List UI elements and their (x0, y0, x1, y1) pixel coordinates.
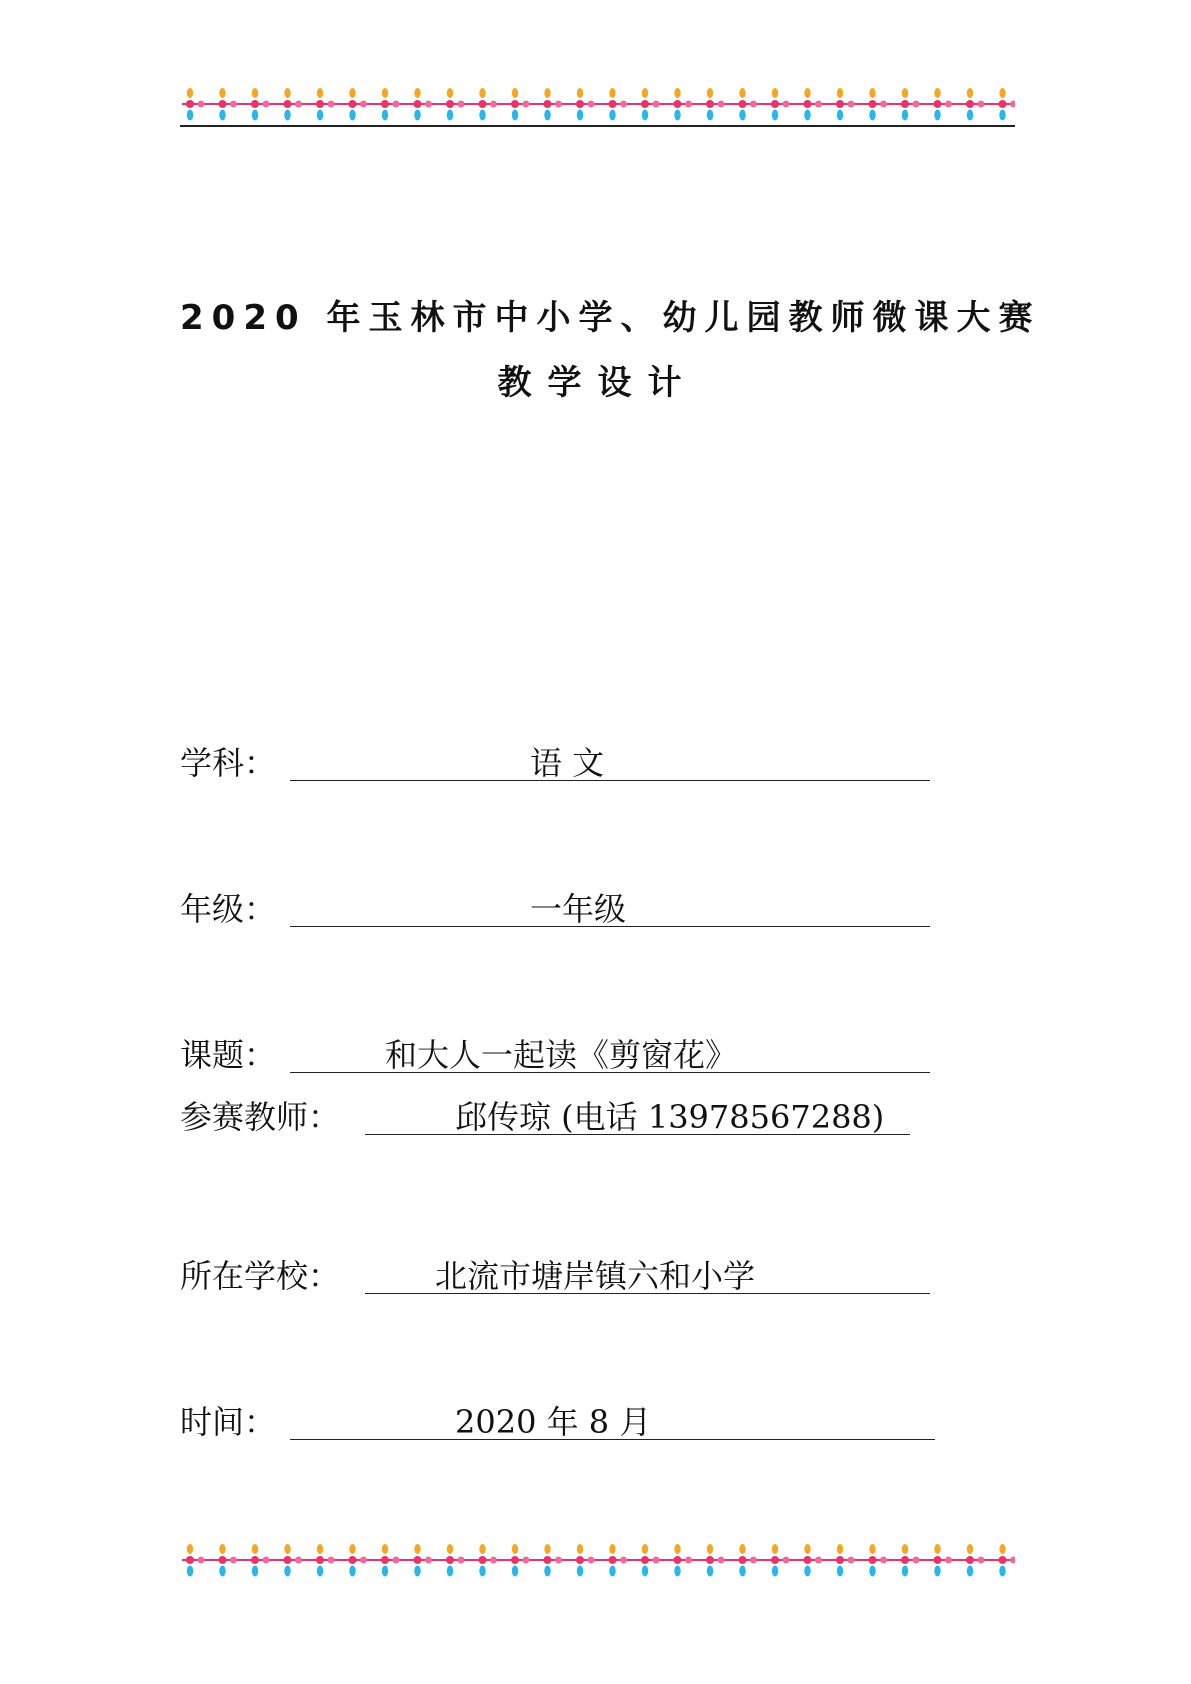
teacher-label: 参赛教师： (180, 1098, 341, 1136)
school-value: 北流市塘岸镇六和小学 (435, 1257, 756, 1295)
time-label: 时间： (180, 1403, 277, 1441)
header-rule (180, 125, 1015, 127)
document-subtitle: 教学设计 (497, 363, 698, 403)
topic-value: 和大人一起读《剪窗花》 (385, 1036, 738, 1074)
subject-underline (290, 780, 930, 781)
decorative-border-top (180, 84, 1015, 124)
time-value: 2020 年 8 月 (455, 1403, 652, 1441)
subject-label: 学科： (180, 744, 277, 782)
grade-value: 一年级 (530, 890, 627, 928)
document-title: 2020 年玉林市中小学、幼儿园教师微课大赛 (180, 298, 1041, 338)
topic-label: 课题： (180, 1036, 277, 1074)
grade-label: 年级： (180, 890, 277, 928)
subject-value: 语 文 (530, 744, 605, 782)
decorative-border-bottom (180, 1540, 1015, 1580)
teacher-value: 邱传琼 (电话 13978567288) (455, 1098, 885, 1136)
school-label: 所在学校： (180, 1257, 341, 1295)
